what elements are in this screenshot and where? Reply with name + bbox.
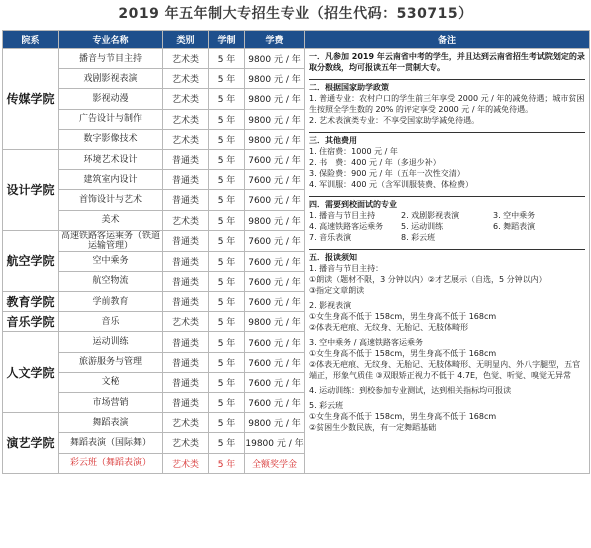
tuition-cell: 全额奖学金: [245, 453, 305, 473]
notes-section: [309, 249, 585, 433]
page-title: 2019 年五年制大专招生专业（招生代码：530715）: [118, 6, 473, 22]
tuition-cell: 9800 元 / 年: [245, 89, 305, 109]
tuition-cell: 7600 元 / 年: [245, 271, 305, 291]
notes-line: ②体表无疤痕、无纹身、无胎记、无肢体畸形、无明显内、外八字腿型，五官端正，形象气质佳 ③双眼矫正视力不低于 4.7E，色觉、听觉、嗅觉无异常: [309, 360, 581, 380]
duration-cell: 5 年: [209, 372, 245, 392]
tuition-cell: 19800 元 / 年: [245, 433, 305, 453]
section-divider: [309, 249, 585, 250]
notes-section: [309, 79, 585, 126]
notes-grid-item: 6. 舞蹈表演: [493, 222, 536, 231]
duration-cell: 5 年: [209, 312, 245, 332]
category-cell: 普通类: [163, 352, 209, 372]
notes-section: [309, 196, 585, 243]
header-duration: 学制: [209, 31, 245, 49]
major-cell: 学前教育: [59, 292, 163, 312]
tuition-cell: 7600 元 / 年: [245, 251, 305, 271]
tuition-cell: 9800 元 / 年: [245, 210, 305, 230]
enrollment-table: [2, 30, 590, 474]
major-cell: 市场营销: [59, 393, 163, 413]
duration-cell: 5 年: [209, 109, 245, 129]
notes-line: 1. 普通专业：农村户口的学生前三年享受 2000 元 / 年的减免待遇；城市贫困生按照全学生数的 20% 的评定享受 2000 元 / 年的减免待遇。: [309, 94, 585, 114]
header-major: 专业名称: [59, 31, 163, 49]
major-cell: 广告设计与制作: [59, 109, 163, 129]
category-cell: 艺术类: [163, 129, 209, 149]
notes-grid-item: 4. 高速铁路客运乘务: [309, 222, 384, 231]
major-cell: 音乐: [59, 312, 163, 332]
category-cell: 普通类: [163, 149, 209, 169]
major-cell: 播音与节目主持: [59, 49, 163, 69]
category-cell: 普通类: [163, 170, 209, 190]
notes-heading: 二．根据国家助学政策: [309, 83, 389, 92]
tuition-cell: 9800 元 / 年: [245, 312, 305, 332]
tuition-cell: 7600 元 / 年: [245, 170, 305, 190]
duration-cell: 5 年: [209, 393, 245, 413]
notes-grid-row: [309, 221, 585, 232]
tuition-cell: 7600 元 / 年: [245, 292, 305, 312]
dept-cell: 设计学院: [3, 149, 59, 230]
tuition-cell: 9800 元 / 年: [245, 129, 305, 149]
category-cell: 艺术类: [163, 312, 209, 332]
notes-line: 3. 空中乘务 / 高速铁路客运乘务: [309, 338, 423, 347]
table-row: [3, 49, 590, 69]
major-cell: 舞蹈表演（国际舞）: [59, 433, 163, 453]
notes-heading: 五．报读须知: [309, 253, 357, 262]
duration-cell: 5 年: [209, 332, 245, 352]
notes-section: [309, 51, 585, 73]
category-cell: 普通类: [163, 190, 209, 210]
notes-section: [309, 132, 585, 190]
duration-cell: 5 年: [209, 352, 245, 372]
duration-cell: 5 年: [209, 251, 245, 271]
notes-grid-item: 5. 运动训练: [401, 222, 444, 231]
notes-grid-item: 8. 彩云班: [401, 233, 436, 242]
notes-grid-item: 7. 音乐表演: [309, 233, 352, 242]
category-cell: 艺术类: [163, 49, 209, 69]
category-cell: 艺术类: [163, 413, 209, 433]
header-tuition: 学费: [245, 31, 305, 49]
duration-cell: 5 年: [209, 230, 245, 251]
header-category: 类别: [163, 31, 209, 49]
notes-line: ②体表无疤痕、无纹身、无胎记、无肢体畸形: [309, 323, 469, 332]
category-cell: 艺术类: [163, 69, 209, 89]
header-dept: 院系: [3, 31, 59, 49]
duration-cell: 5 年: [209, 49, 245, 69]
table-body: [3, 49, 590, 474]
dept-cell: 航空学院: [3, 230, 59, 291]
duration-cell: 5 年: [209, 210, 245, 230]
major-cell: 美术: [59, 210, 163, 230]
duration-cell: 5 年: [209, 271, 245, 291]
duration-cell: 5 年: [209, 433, 245, 453]
major-cell: 建筑室内设计: [59, 170, 163, 190]
duration-cell: 5 年: [209, 69, 245, 89]
category-cell: 普通类: [163, 393, 209, 413]
major-cell: 彩云班（舞蹈表演）: [59, 453, 163, 473]
major-cell: 航空物流: [59, 271, 163, 291]
major-cell: 环境艺术设计: [59, 149, 163, 169]
notes-line: 4. 运动训练：到校参加专业测试，达到相关指标均可报读: [309, 386, 512, 395]
duration-cell: 5 年: [209, 89, 245, 109]
major-cell: 高速铁路客运乘务（铁道运输管理）: [59, 230, 163, 251]
major-cell: 影视动漫: [59, 89, 163, 109]
tuition-cell: 7600 元 / 年: [245, 149, 305, 169]
dept-cell: 音乐学院: [3, 312, 59, 332]
notes-grid-item: 1. 播音与节目主持: [309, 211, 376, 220]
tuition-cell: 9800 元 / 年: [245, 413, 305, 433]
section-divider: [309, 132, 585, 133]
tuition-cell: 7600 元 / 年: [245, 352, 305, 372]
major-cell: 空中乘务: [59, 251, 163, 271]
notes-grid-row: [309, 210, 585, 221]
notes-line: ①朗读（题材不限，3 分钟以内）②才艺展示（自选，5 分钟以内）: [309, 275, 547, 284]
major-cell: 数字影像技术: [59, 129, 163, 149]
category-cell: 普通类: [163, 372, 209, 392]
notes-line: ②贫困生少数民族，有一定舞蹈基础: [309, 423, 437, 432]
dept-cell: 演艺学院: [3, 413, 59, 474]
major-cell: 运动训练: [59, 332, 163, 352]
tuition-cell: 9800 元 / 年: [245, 69, 305, 89]
tuition-cell: 9800 元 / 年: [245, 49, 305, 69]
section-divider: [309, 196, 585, 197]
notes-line: 2. 影视表演: [309, 301, 352, 310]
notes-line: ①女生身高不低于 158cm，男生身高不低于 168cm: [309, 349, 497, 358]
duration-cell: 5 年: [209, 413, 245, 433]
notes-line: 一．凡参加 2019 年云南省中考的学生，并且达到云南省招生考试院划定的录取分数线，均可报读五年一贯制大专。: [309, 52, 585, 72]
notes-line: 2. 艺术表演类专业：不享受国家助学减免待遇。: [309, 116, 480, 125]
tuition-cell: 7600 元 / 年: [245, 230, 305, 251]
notes-grid-item: 2. 戏剧影视表演: [401, 211, 460, 220]
duration-cell: 5 年: [209, 149, 245, 169]
notes-grid-item: 3. 空中乘务: [493, 211, 536, 220]
dept-cell: 教育学院: [3, 292, 59, 312]
category-cell: 普通类: [163, 271, 209, 291]
table-header-row: [3, 31, 590, 49]
duration-cell: 5 年: [209, 292, 245, 312]
notes-line: 4. 军训服：400 元（含军训服装费、体检费）: [309, 180, 473, 189]
notes-line: 5. 彩云班: [309, 401, 344, 410]
major-cell: 戏剧影视表演: [59, 69, 163, 89]
major-cell: 舞蹈表演: [59, 413, 163, 433]
category-cell: 艺术类: [163, 433, 209, 453]
category-cell: 普通类: [163, 251, 209, 271]
major-cell: 旅游服务与管理: [59, 352, 163, 372]
dept-cell: 人文学院: [3, 332, 59, 413]
notes-line: 1. 住宿费：1000 元 / 年: [309, 147, 398, 156]
tuition-cell: 7600 元 / 年: [245, 190, 305, 210]
duration-cell: 5 年: [209, 190, 245, 210]
category-cell: 普通类: [163, 292, 209, 312]
major-cell: 文秘: [59, 372, 163, 392]
tuition-cell: 7600 元 / 年: [245, 332, 305, 352]
category-cell: 艺术类: [163, 109, 209, 129]
category-cell: 艺术类: [163, 210, 209, 230]
dept-cell: 传媒学院: [3, 49, 59, 150]
notes-heading: 四．需要到校面试的专业: [309, 200, 397, 209]
tuition-cell: 9800 元 / 年: [245, 109, 305, 129]
duration-cell: 5 年: [209, 129, 245, 149]
tuition-cell: 7600 元 / 年: [245, 372, 305, 392]
duration-cell: 5 年: [209, 170, 245, 190]
category-cell: 艺术类: [163, 453, 209, 473]
notes-grid-row: [309, 232, 585, 243]
category-cell: 普通类: [163, 332, 209, 352]
notes-line: 3. 保险费：900 元 / 年（五年一次性交清）: [309, 169, 465, 178]
notes-line: ③指定文章朗读: [309, 286, 365, 295]
major-cell: 首饰设计与艺术: [59, 190, 163, 210]
notes-line: ①女生身高不低于 158cm，男生身高不低于 168cm: [309, 412, 497, 421]
notes-heading: 三．其他费用: [309, 136, 357, 145]
notes-line: 2. 书 费：400 元 / 年（多退少补）: [309, 158, 441, 167]
header-notes: 备注: [305, 31, 590, 49]
section-divider: [309, 79, 585, 80]
notes-line: 1. 播音与节目主持：: [309, 264, 384, 273]
notes-grid-item: [493, 232, 585, 243]
tuition-cell: 7600 元 / 年: [245, 393, 305, 413]
notes-cell: [305, 49, 590, 474]
category-cell: 艺术类: [163, 89, 209, 109]
notes-line: ①女生身高不低于 158cm，男生身高不低于 168cm: [309, 312, 497, 321]
category-cell: 普通类: [163, 230, 209, 251]
duration-cell: 5 年: [209, 453, 245, 473]
